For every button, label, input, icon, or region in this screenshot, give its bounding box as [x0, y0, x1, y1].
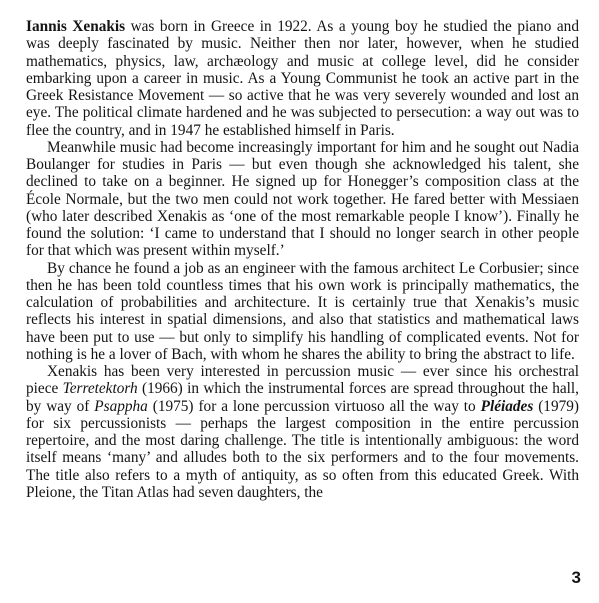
paragraph-4-part-4: (1979) for six percussionists — perhaps the largest composition in the entire percussion repertoire, and the most daring challenge. The title is intentionally ambiguous: the word itself means ‘many’ and alludes both to the six performers and to the four movements. The title also refers to a myth of antiquity, as so often from this educated Greek. With Pleione, the Titan Atlas had seven daughters, the — [26, 397, 579, 501]
paragraph-4-part-1: Xenakis has been very interested in percussion music — ever since his orchestral piece — [26, 363, 579, 398]
work-title-psappha: Psappha — [94, 397, 148, 415]
paragraph-4-part-3: (1975) for a lone percussion virtuoso all the way to — [147, 397, 481, 415]
work-title-terretektorh: Terretektorh — [62, 380, 138, 398]
page-number: 3 — [571, 568, 581, 587]
paragraph-2: Meanwhile music had become increasingly important for him and he sought out Nadia Boulanger for studies in Paris — but even though she acknowledged his talent, she declined to take on a beginner. He signed up for Honegger’s composition class at the École Normale, but the two men could not work together. He fared better with Messiaen (who later described Xenakis as ‘one of the most remarkable people I know’). Finally he found the solution: ‘I came to understand that I should no longer search in other people for that which was present within myself.’ — [26, 138, 579, 260]
composer-name: Iannis Xenakis — [26, 18, 126, 35]
paragraph-1 — [26, 18, 579, 139]
paragraph-4 — [26, 363, 579, 501]
paragraph-3: By chance he found a job as an engineer with the famous architect Le Corbusier; since then he has been told countless times that his own work is principally mathematics, the calculation of probabilities and architecture. It is certainly true that Xenakis’s music reflects his interest in spatial dimensions, and also that statistics and mathematical laws have been put to use — but only to simplify his handling of complicated events. Not for nothing is he a lover of Bach, with whom he shares the ability to bring the abstract to life. — [26, 259, 579, 363]
paragraph-1-text: was born in Greece in 1922. As a young boy he studied the piano and was deeply fascinated by music. Neither then nor later, however, when he studied mathematics, physics, law, archæology and music at college level, did he consider embarking upon a career in music. As a Young Communist he took an active part in the Greek Resistance Movement — so active that he was very severely wounded and lost an eye. The political climate hardened and he was subjected to persecution: a way out was to flee the country, and in 1947 he established himself in Paris. — [26, 18, 579, 139]
work-title-pleiades: Pléiades — [480, 397, 534, 415]
document-body — [26, 18, 579, 501]
paragraph-4-part-2: (1966) in which the instrumental forces are spread throughout the hall, by way of — [26, 380, 579, 415]
